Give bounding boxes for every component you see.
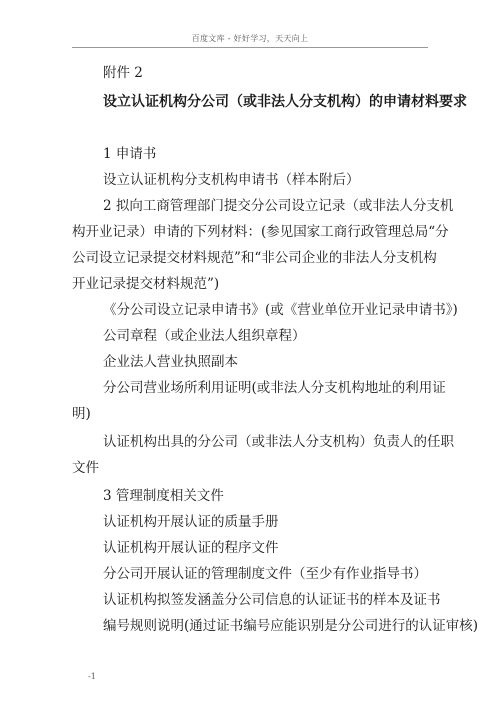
paragraph-line: 分公司营业场所利用证明(或非法人分支机构地址的利用证 xyxy=(103,380,446,396)
paragraph-line: 认证机构拟签发涵盖分公司信息的认证证书的样本及证书 xyxy=(103,592,441,608)
header-text: 百度文库 - 好好学习，天天向上 xyxy=(191,34,309,43)
paragraph-line: 认证机构开展认证的程序文件 xyxy=(103,540,279,556)
paragraph-line: 明) xyxy=(72,406,91,422)
page-number: -1 xyxy=(88,672,96,681)
paragraph-line: 2 拟向工商管理部门提交分公司设立记录（或非法人分支机 xyxy=(103,198,454,214)
document-title: 设立认证机构分公司（或非法人分支机构）的申请材料要求 xyxy=(103,94,467,110)
section-heading-1: 1 申请书 xyxy=(103,146,157,162)
header-divider xyxy=(72,47,428,48)
paragraph-line: 公司设立记录提交材料规范”和“非公司企业的非法人分支机构 xyxy=(72,250,437,266)
paragraph-line: 企业法人营业执照副本 xyxy=(103,354,238,370)
paragraph-line: 认证机构开展认证的质量手册 xyxy=(103,514,279,530)
paragraph-line: 开业记录提交材料规范”) xyxy=(72,276,220,292)
section-heading-3: 3 管理制度相关文件 xyxy=(103,488,224,504)
paragraph-line: 编号规则说明(通过证书编号应能识别是分公司进行的认证审核) xyxy=(103,618,479,634)
paragraph-line: 构开业记录）申请的下列材料：(参见国家工商行政管理总局“分 xyxy=(72,224,449,240)
paragraph-line: 《分公司设立记录申请书》(或《营业单位开业记录申请书》) xyxy=(103,302,458,318)
paragraph-line: 公司章程（或企业法人组织章程） xyxy=(103,328,306,344)
page-header xyxy=(0,0,500,52)
paragraph-line: 分公司开展认证的管理制度文件（至少有作业指导书） xyxy=(103,566,427,582)
paragraph-line: 文件 xyxy=(72,460,99,476)
attachment-label: 附件 2 xyxy=(103,65,143,81)
paragraph-line: 设立认证机构分支机构申请书（样本附后） xyxy=(103,172,360,188)
paragraph-line: 认证机构出具的分公司（或非法人分支机构）负责人的任职 xyxy=(103,434,454,450)
